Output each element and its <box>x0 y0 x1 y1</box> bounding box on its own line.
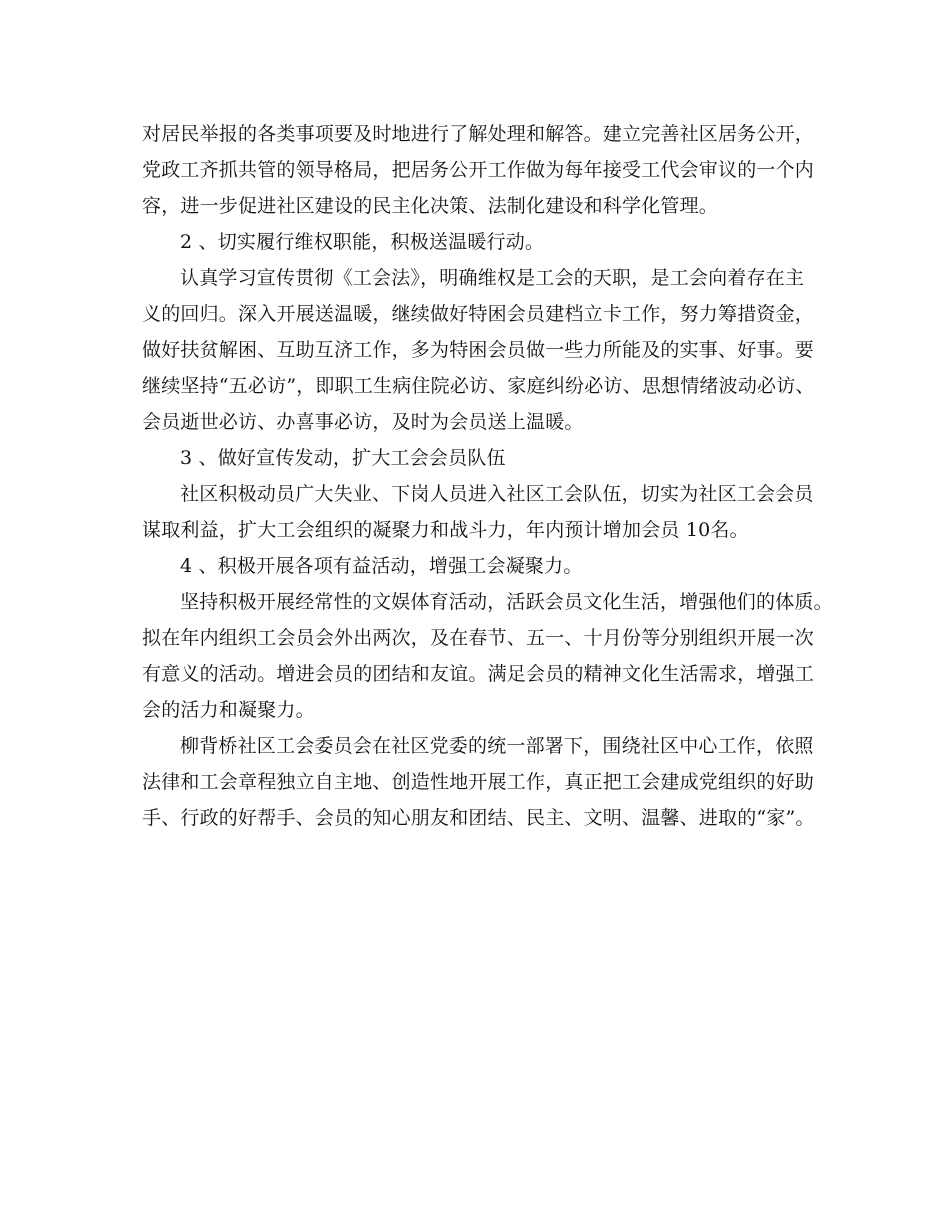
text-line: 社区积极动员广大失业、下岗人员进入社区工会队伍，切实为社区工会会员 <box>180 483 814 505</box>
text-line: 义的回归。深入开展送温暖，继续做好特困会员建档立卡工作，努力筹措资金， <box>142 303 815 325</box>
text-line: 容，进一步促进社区建设的民主化决策、法制化建设和科学化管理。 <box>142 195 719 217</box>
text-line: 坚持积极开展经常性的文娱体育活动，活跃会员文化生活，增强他们的体质。 <box>180 591 833 613</box>
section-heading-4: 4 、积极开展各项有益活动，增强工会凝聚力。 <box>180 555 583 577</box>
section-heading-2: 2 、切实履行维权职能，积极送温暖行动。 <box>180 231 545 253</box>
text-line: 认真学习宣传贯彻《工会法》，明确维权是工会的天职，是工会向着存在主 <box>180 267 805 289</box>
text-line: 有意义的活动。增进会员的团结和友谊。满足会员的精神文化生活需求，增强工 <box>142 663 815 685</box>
text-line: 谋取利益，扩大工会组织的凝聚力和战斗力，年内预计增加会员 10名。 <box>142 519 749 541</box>
text-line: 拟在年内组织工会员会外出两次，及在春节、五一、十月份等分别组织开展一次 <box>142 627 815 649</box>
text-line: 法律和工会章程独立自主地、创造性地开展工作，真正把工会建成党组织的好助 <box>142 771 815 793</box>
text-line: 会员逝世必访、办喜事必访，及时为会员送上温暖。 <box>142 411 584 433</box>
text-line: 继续坚持“五必访”，即职工生病住院必访、家庭纠纷必访、思想情绪波动必访、 <box>142 375 815 397</box>
text-line: 对居民举报的各类事项要及时地进行了解处理和解答。建立完善社区居务公开， <box>142 123 815 145</box>
text-line: 会的活力和凝聚力。 <box>142 699 315 721</box>
section-heading-3: 3 、做好宣传发动，扩大工会会员队伍 <box>180 447 506 469</box>
document-body <box>142 116 833 836</box>
text-line: 柳背桥社区工会委员会在社区党委的统一部署下，围绕社区中心工作，依照 <box>180 735 814 757</box>
text-line: 做好扶贫解困、互助互济工作，多为特困会员做一些力所能及的实事、好事。要 <box>142 339 815 361</box>
text-line: 手、行政的好帮手、会员的知心朋友和团结、民主、文明、温馨、进取的“家”。 <box>142 807 815 829</box>
text-line: 党政工齐抓共管的领导格局，把居务公开工作做为每年接受工代会审议的一个内 <box>142 159 815 181</box>
